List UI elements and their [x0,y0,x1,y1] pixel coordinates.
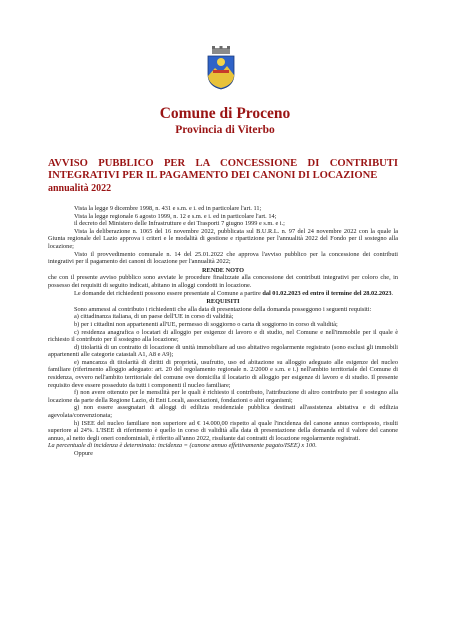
preamble-line: Vista la deliberazione n. 1065 del 16 novembre 2022, pubblicata sul B.U.R.L. n. 97 del 24 novembre 2022 con la quale la Giunta regionale del Lazio approva i criteri e le modalità di gestione e ripartizione per l'annualità 2022 del Fondo per il sostegno alla locazione; [48,227,398,250]
oppure-text: Oppure [74,450,93,457]
requisite-item: c) residenza anagrafica o locatari di alloggio per esigenze di lavoro e di studio, nel Comune e nell'immobile per il quale è richiesto il contributo per il sostegno alla locazione; [48,328,398,344]
requisite-item: d) titolarità di un contratto di locazione di unità immobiliare ad uso abitativo regolarmente registrato (sono esclusi gli immobili appartenenti alle categorie catastali A1, A8 e A9); [48,343,398,359]
municipality-name: Comune di Proceno [159,105,291,122]
deadline-dates: dal 01.02.2023 ed entro il termine del 28.02.2023 [262,289,392,297]
requisite-item: g) non essere assegnatari di alloggi di edilizia residenziale pubblica destinati all'assistenza abitativa e di edilizia agevolata/convenzionata; [48,404,398,420]
rende-noto-heading: RENDE NOTO [201,266,245,274]
requisite-item: b) per i cittadini non appartenenti all'UE, permesso di soggiorno o carta di soggiorno in corso di validità; [74,320,338,328]
requisiti-intro: Sono ammessi al contributo i richiedenti che alla data di presentazione della domanda posseggono i seguenti requisiti: [74,305,372,313]
notice-title: AVVISO PUBBLICO PER LA CONCESSIONE DI CONTRIBUTI INTEGRATIVI PER IL PAGAMENTO DEI CANONI DI LOCAZIONE [48,158,398,181]
rende-noto-text: che con il presente avviso pubblico sono avviate le procedure finalizzate alla concessione dei contributi integrativi per coloro che, in possesso dei requisiti di seguito indicati, abitano in alloggi condotti in locazione. [48,274,398,289]
preamble-line: Vista la legge 9 dicembre 1998, n. 431 e s.m. e i. ed in particolare l'art. 11; [74,205,262,212]
preamble-line: Vista la legge regionale 6 agosto 1999, n. 12 e s.m. e i. ed in particolare l'art. 14; [74,212,277,220]
notice-subtitle: annualità 2022 [48,183,112,194]
deadline-intro: Le domande dei richiedenti possono essere presentate al Comune a partire [74,289,263,297]
preamble-line: Visto il provvedimento comunale n. 14 del 25.01.2022 che approva l'avviso pubblico per la concessione dei contributi integrativi per il pagamento dei canoni di locazione per l'annualità 2022; [48,250,398,266]
municipal-crest-icon [205,46,237,90]
deadline-paragraph [48,290,398,298]
deadline-end: . [391,289,394,297]
notice-body [48,205,398,458]
requisite-item: e) mancanza di titolarità di diritti di proprietà, usufrutto, uso ed abitazione su alloggio adeguato alle esigenze del nucleo familiare (riferimento alloggio adeguato: art. 20 del regolamento regionale n. 2/2000 e s.m. e i.) nell'ambito territoriale del Comune di residenza, ovvero nell'ambito territoriale del comune ove domicilia il locatario di alloggio per esigenze di lavoro e di studio. Il presente requisito deve essere posseduto da tutti i componenti il nucleo familiare; [48,358,398,389]
requisiti-heading: REQUISITI [206,298,240,306]
province-name: Provincia di Viterbo [175,124,275,136]
incidence-formula: La percentuale di incidenza è determinata: incidenza = (canone annuo effettivamente pagato/ISEE) x 100. [48,442,317,450]
preamble-line: il decreto del Ministero delle Infrastrutture e dei Trasporti 7 giugno 1999 e s.m. e i.; [74,220,285,228]
requisite-item: a) cittadinanza italiana, di un paese dell'UE in corso di validità; [74,313,234,321]
requisite-item: f) non avere ottenuto per le mensilità per le quali è richiesto il contributo, l'attribuzione di altro contributo per il sostegno alla locazione da parte della Regione Lazio, di Enti Locali, associazioni, fondazioni o altri organismi; [48,389,398,404]
requisite-item: h) ISEE del nucleo familiare non superiore ad € 14.000,00 rispetto al quale l'incidenza del canone annuo corrisposto, risulti superiore al 24%. L'ISEE di riferimento è quello in corso di validità alla data di presentazione della domanda ed il valore del canone annuo, al netto degli oneri condominiali, è riferito all'anno 2022, risultante dai contratti di locazione regolarmente registrati. [48,419,398,442]
